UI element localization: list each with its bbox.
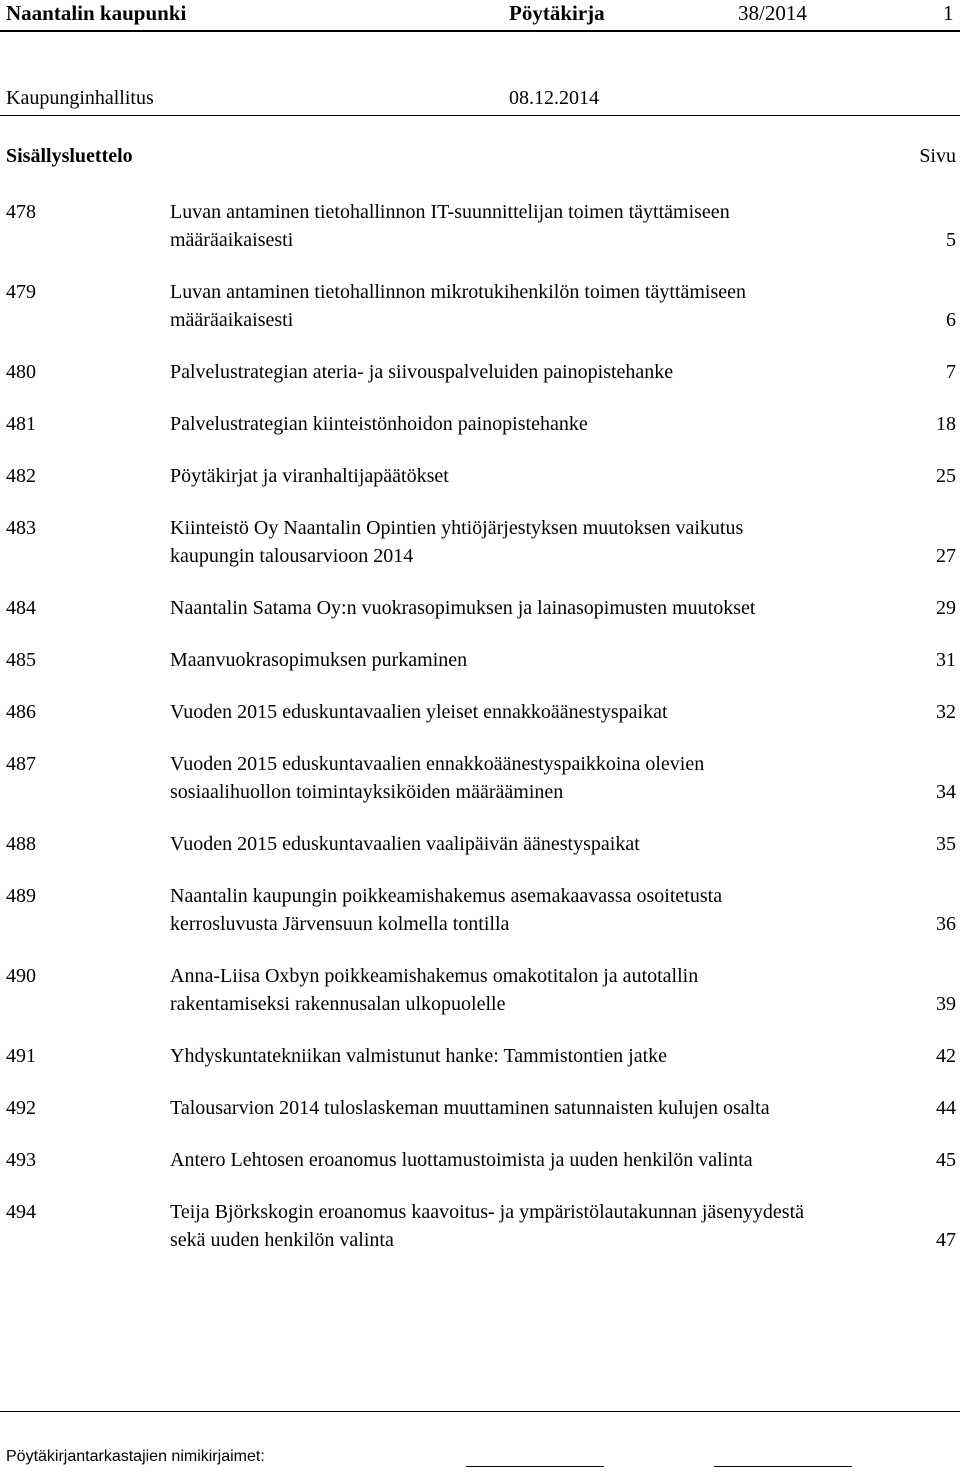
toc-item-title: Naantalin kaupungin poikkeamishakemus asemakaavassa osoitetusta kerrosluvusta Järvensuun kolmella tontilla [170, 885, 723, 935]
toc-item-number: 486 [6, 701, 36, 723]
toc-item-title: Anna-Liisa Oxbyn poikkeamishakemus omakotitalon ja autotallin rakentamiseksi rakennusalan ulkopuolelle [170, 965, 699, 1015]
toc-item-page: 25 [936, 465, 956, 487]
toc-item-number: 481 [6, 413, 36, 435]
toc-item-title: Teija Björkskogin eroanomus kaavoitus- ja ympäristölautakunnan jäsenyydestä sekä uuden henkilön valinta [170, 1201, 805, 1251]
toc-item-number: 480 [6, 361, 36, 383]
toc-item [0, 278, 960, 334]
toc-item-title: Antero Lehtosen eroanomus luottamustoimista ja uuden henkilön valinta [170, 1149, 753, 1171]
toc-item-page: 42 [936, 1045, 956, 1067]
toc-item-page: 32 [936, 701, 956, 723]
meeting-date: 08.12.2014 [509, 87, 599, 109]
toc-item-title: Palvelustrategian kiinteistönhoidon painopistehanke [170, 413, 588, 435]
toc-item-page: 31 [936, 649, 956, 671]
toc-item [0, 882, 960, 938]
toc-item-number: 489 [6, 885, 36, 907]
toc-item [0, 1146, 960, 1174]
toc-item-title: Luvan antaminen tietohallinnon mikrotukihenkilön toimen täyttämiseen määräaikaisesti [170, 281, 746, 331]
toc-title: Sisällysluettelo [6, 145, 133, 167]
toc-item [0, 1042, 960, 1070]
toc-item-number: 478 [6, 201, 36, 223]
city-name: Naantalin kaupunki [6, 1, 187, 25]
toc-list [0, 198, 960, 1278]
toc-item [0, 1094, 960, 1122]
toc-item-page: 35 [936, 833, 956, 855]
toc-item [0, 962, 960, 1018]
toc-item-title: Maanvuokrasopimuksen purkaminen [170, 649, 468, 671]
toc-item-number: 482 [6, 465, 36, 487]
toc-item-page: 29 [936, 597, 956, 619]
toc-item-page: 45 [936, 1149, 956, 1171]
toc-item-number: 493 [6, 1149, 36, 1171]
toc-item-number: 487 [6, 753, 36, 775]
toc-item-number: 491 [6, 1045, 36, 1067]
toc-item [0, 198, 960, 254]
toc-item-number: 484 [6, 597, 36, 619]
meeting-info [0, 86, 960, 112]
document-type: Pöytäkirja [509, 1, 605, 25]
toc-item-number: 492 [6, 1097, 36, 1119]
governing-body: Kaupunginhallitus [6, 87, 154, 109]
toc-item-title: Vuoden 2015 eduskuntavaalien ennakkoäänestyspaikkoina olevien sosiaalihuollon toimintayksiköiden määrääminen [170, 753, 705, 803]
signature-line-1 [466, 1466, 604, 1467]
toc-item-number: 485 [6, 649, 36, 671]
document-header [0, 0, 960, 28]
toc-item [0, 1198, 960, 1254]
toc-page-label: Sivu [919, 145, 956, 167]
toc-item-page: 36 [936, 913, 956, 935]
toc-item [0, 410, 960, 438]
toc-item-title: Naantalin Satama Oy:n vuokrasopimuksen ja lainasopimusten muutokset [170, 597, 756, 619]
footer-divider [0, 1411, 960, 1412]
toc-item-number: 488 [6, 833, 36, 855]
toc-item-title: Vuoden 2015 eduskuntavaalien vaalipäivän äänestyspaikat [170, 833, 640, 855]
toc-item-title: Kiinteistö Oy Naantalin Opintien yhtiöjärjestyksen muutoksen vaikutus kaupungin talousarvioon 2014 [170, 517, 744, 567]
toc-item-number: 490 [6, 965, 36, 987]
toc-item-number: 494 [6, 1201, 36, 1223]
toc-item [0, 698, 960, 726]
toc-item-title: Pöytäkirjat ja viranhaltijapäätökset [170, 465, 449, 487]
toc-item-page: 39 [936, 993, 956, 1015]
toc-item-title: Palvelustrategian ateria- ja siivouspalveluiden painopistehanke [170, 361, 674, 383]
document-number: 38/2014 [738, 1, 807, 25]
toc-item-page: 47 [936, 1229, 956, 1251]
signature-label: Pöytäkirjantarkastajien nimikirjaimet: [6, 1448, 265, 1465]
page-number: 1 [943, 1, 954, 25]
toc-item-page: 7 [946, 361, 956, 383]
toc-item [0, 830, 960, 858]
toc-item-page: 18 [936, 413, 956, 435]
toc-item [0, 358, 960, 386]
toc-item-page: 27 [936, 545, 956, 567]
toc-item-page: 5 [946, 229, 956, 251]
toc-item [0, 750, 960, 806]
header-divider [0, 30, 960, 32]
toc-item-title: Talousarvion 2014 tuloslaskeman muuttaminen satunnaisten kulujen osalta [170, 1097, 770, 1119]
toc-item-title: Yhdyskuntatekniikan valmistunut hanke: Tammistontien jatke [170, 1045, 668, 1067]
toc-item-page: 34 [936, 781, 956, 803]
toc-item-page: 6 [946, 309, 956, 331]
toc-item [0, 462, 960, 490]
signature-line-2 [714, 1466, 852, 1467]
toc-item [0, 646, 960, 674]
toc-item-title: Luvan antaminen tietohallinnon IT-suunnittelijan toimen täyttämiseen määräaikaisesti [170, 201, 730, 251]
toc-item [0, 594, 960, 622]
toc-item-number: 479 [6, 281, 36, 303]
toc-item-title: Vuoden 2015 eduskuntavaalien yleiset ennakkoäänestyspaikat [170, 701, 668, 723]
meeting-divider [0, 115, 960, 116]
toc-item-page: 44 [936, 1097, 956, 1119]
toc-item [0, 514, 960, 570]
toc-item-number: 483 [6, 517, 36, 539]
